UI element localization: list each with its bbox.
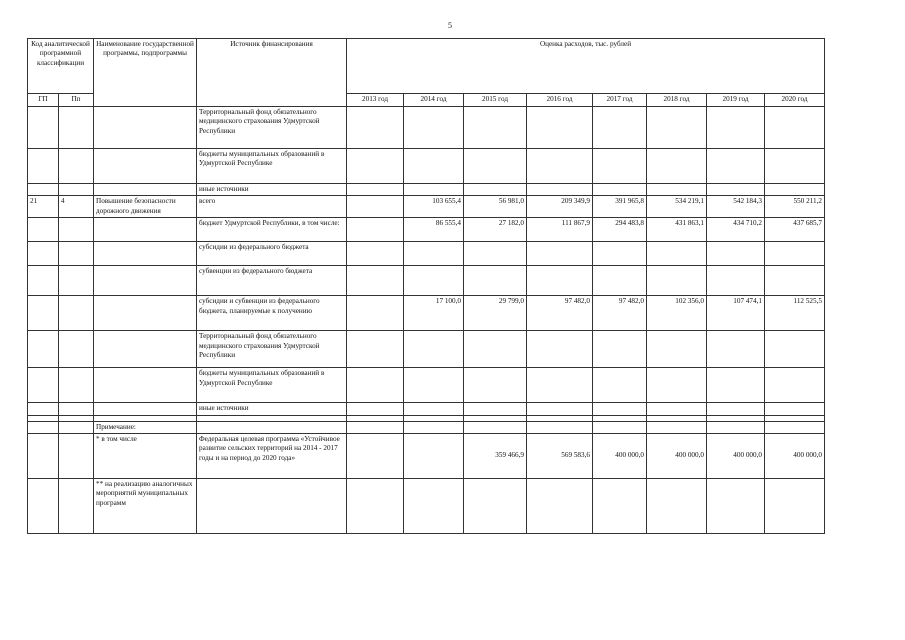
header-gp: ГП bbox=[28, 94, 59, 107]
cell-value bbox=[707, 479, 765, 534]
table-row bbox=[28, 196, 825, 218]
cell-value bbox=[527, 242, 593, 266]
cell-name: Повышение безопасности дорожного движения bbox=[94, 196, 197, 218]
cell-gp bbox=[28, 479, 59, 534]
cell-value: 111 867,9 bbox=[527, 218, 593, 242]
cell-value: 550 211,2 bbox=[765, 196, 825, 218]
cell-source: иные источники bbox=[197, 184, 347, 196]
cell-source: субвенции из федерального бюджета bbox=[197, 266, 347, 296]
cell-value bbox=[347, 149, 404, 184]
cell-value bbox=[347, 479, 404, 534]
cell-source: бюджеты муниципальных образований в Удмуртской Республике bbox=[197, 149, 347, 184]
cell-value bbox=[765, 479, 825, 534]
cell-value bbox=[347, 403, 404, 415]
cell-value bbox=[527, 266, 593, 296]
cell-value: 431 863,1 bbox=[647, 218, 707, 242]
cell-value bbox=[404, 149, 464, 184]
cell-value bbox=[647, 184, 707, 196]
cell-value bbox=[647, 479, 707, 534]
cell-value bbox=[464, 266, 527, 296]
table-row bbox=[28, 218, 825, 242]
cell-value bbox=[707, 242, 765, 266]
cell-gp bbox=[28, 149, 59, 184]
page-number: 5 bbox=[448, 21, 452, 30]
cell-value bbox=[707, 368, 765, 403]
expense-estimate-table bbox=[27, 38, 825, 534]
cell-value bbox=[593, 149, 647, 184]
cell-value bbox=[404, 368, 464, 403]
cell-value bbox=[593, 242, 647, 266]
cell-value bbox=[464, 368, 527, 403]
header-year: 2018 год bbox=[647, 94, 707, 107]
cell-name bbox=[94, 368, 197, 403]
cell-value bbox=[647, 242, 707, 266]
cell-value bbox=[647, 266, 707, 296]
header-pp: Пп bbox=[59, 94, 94, 107]
header-estimate: Оценка расходов, тыс. рублей bbox=[347, 39, 825, 94]
cell-value: 400 000,0 bbox=[707, 434, 765, 479]
cell-value bbox=[527, 184, 593, 196]
cell-value: 391 965,8 bbox=[593, 196, 647, 218]
cell-value bbox=[464, 331, 527, 368]
header-year: 2020 год bbox=[765, 94, 825, 107]
cell-value bbox=[464, 184, 527, 196]
cell-value: 102 356,0 bbox=[647, 296, 707, 331]
cell-source bbox=[197, 421, 347, 433]
table-row bbox=[28, 149, 825, 184]
cell-value bbox=[347, 331, 404, 368]
cell-value: 359 466,9 bbox=[464, 434, 527, 479]
cell-value bbox=[765, 242, 825, 266]
cell-value bbox=[464, 242, 527, 266]
cell-gp bbox=[28, 403, 59, 415]
cell-value bbox=[347, 107, 404, 149]
cell-value: 294 483,8 bbox=[593, 218, 647, 242]
cell-value: 400 000,0 bbox=[647, 434, 707, 479]
cell-gp bbox=[28, 421, 59, 433]
cell-gp bbox=[28, 242, 59, 266]
cell-value bbox=[707, 403, 765, 415]
cell-pp bbox=[59, 149, 94, 184]
cell-value bbox=[404, 331, 464, 368]
cell-value bbox=[347, 421, 404, 433]
cell-value bbox=[765, 368, 825, 403]
cell-gp bbox=[28, 107, 59, 149]
cell-name bbox=[94, 403, 197, 415]
cell-value bbox=[347, 266, 404, 296]
cell-value bbox=[765, 266, 825, 296]
cell-name bbox=[94, 331, 197, 368]
cell-name bbox=[94, 218, 197, 242]
cell-source: Территориальный фонд обязательного медицинского страхования Удмуртской Республики bbox=[197, 107, 347, 149]
cell-value bbox=[765, 331, 825, 368]
table-row bbox=[28, 296, 825, 331]
cell-source: субсидии и субвенции из федерального бюджета, планируемые к получению bbox=[197, 296, 347, 331]
cell-value bbox=[593, 107, 647, 149]
cell-value bbox=[647, 421, 707, 433]
cell-value: 112 525,5 bbox=[765, 296, 825, 331]
table-row bbox=[28, 331, 825, 368]
cell-value bbox=[464, 421, 527, 433]
cell-value bbox=[404, 266, 464, 296]
cell-value: 27 182,0 bbox=[464, 218, 527, 242]
cell-name bbox=[94, 149, 197, 184]
cell-value bbox=[707, 107, 765, 149]
cell-value: 86 555,4 bbox=[404, 218, 464, 242]
table-row bbox=[28, 184, 825, 196]
cell-value: 437 685,7 bbox=[765, 218, 825, 242]
cell-value bbox=[347, 218, 404, 242]
cell-value bbox=[593, 421, 647, 433]
cell-value bbox=[527, 421, 593, 433]
cell-value bbox=[404, 242, 464, 266]
cell-value bbox=[647, 403, 707, 415]
cell-value bbox=[527, 149, 593, 184]
cell-pp bbox=[59, 242, 94, 266]
cell-gp bbox=[28, 434, 59, 479]
cell-value bbox=[765, 107, 825, 149]
cell-value bbox=[464, 107, 527, 149]
cell-value bbox=[347, 434, 404, 479]
cell-value bbox=[765, 403, 825, 415]
cell-source: иные источники bbox=[197, 403, 347, 415]
cell-value: 97 482,0 bbox=[593, 296, 647, 331]
cell-value bbox=[347, 242, 404, 266]
cell-value: 209 349,9 bbox=[527, 196, 593, 218]
cell-pp: 4 bbox=[59, 196, 94, 218]
cell-pp bbox=[59, 266, 94, 296]
cell-name bbox=[94, 242, 197, 266]
table-row bbox=[28, 242, 825, 266]
cell-value bbox=[593, 368, 647, 403]
cell-value bbox=[464, 479, 527, 534]
cell-source: Территориальный фонд обязательного медицинского страхования Удмуртской Республики bbox=[197, 331, 347, 368]
cell-value bbox=[593, 184, 647, 196]
cell-pp bbox=[59, 331, 94, 368]
header-year: 2019 год bbox=[707, 94, 765, 107]
cell-pp bbox=[59, 479, 94, 534]
cell-value bbox=[347, 368, 404, 403]
table-row bbox=[28, 107, 825, 149]
cell-source bbox=[197, 479, 347, 534]
table-row bbox=[28, 266, 825, 296]
cell-name bbox=[94, 107, 197, 149]
cell-value: 400 000,0 bbox=[765, 434, 825, 479]
header-code: Код аналитической программной классификации bbox=[28, 39, 94, 94]
cell-value bbox=[765, 149, 825, 184]
cell-name: ** на реализацию аналогичных мероприятий муниципальных программ bbox=[94, 479, 197, 534]
cell-gp bbox=[28, 218, 59, 242]
table-row bbox=[28, 368, 825, 403]
cell-source: субсидии из федерального бюджета bbox=[197, 242, 347, 266]
cell-value bbox=[404, 403, 464, 415]
cell-pp bbox=[59, 434, 94, 479]
table-row bbox=[28, 421, 825, 433]
cell-value bbox=[593, 479, 647, 534]
cell-name: Примечание: bbox=[94, 421, 197, 433]
cell-pp bbox=[59, 421, 94, 433]
cell-value bbox=[347, 184, 404, 196]
table-row bbox=[28, 403, 825, 415]
cell-gp bbox=[28, 296, 59, 331]
table-row bbox=[28, 434, 825, 479]
cell-pp bbox=[59, 184, 94, 196]
cell-pp bbox=[59, 368, 94, 403]
header-name: Наименование государственной программы, подпрограммы bbox=[94, 39, 197, 107]
cell-value bbox=[464, 149, 527, 184]
cell-value bbox=[707, 149, 765, 184]
cell-value: 400 000,0 bbox=[593, 434, 647, 479]
cell-value bbox=[527, 368, 593, 403]
cell-value: 107 474,1 bbox=[707, 296, 765, 331]
cell-value: 17 100,0 bbox=[404, 296, 464, 331]
cell-value bbox=[707, 421, 765, 433]
cell-value: 542 184,3 bbox=[707, 196, 765, 218]
cell-value bbox=[593, 266, 647, 296]
cell-source: Федеральная целевая программа «Устойчивое развитие сельских территорий на 2014 - 2017 годы и на период до 2020 года» bbox=[197, 434, 347, 479]
cell-value: 569 583,6 bbox=[527, 434, 593, 479]
cell-value bbox=[765, 421, 825, 433]
cell-source: бюджеты муниципальных образований в Удмуртской Республике bbox=[197, 368, 347, 403]
cell-value bbox=[527, 479, 593, 534]
cell-source: бюджет Удмуртской Республики, в том числе: bbox=[197, 218, 347, 242]
cell-value bbox=[404, 421, 464, 433]
cell-value bbox=[404, 184, 464, 196]
cell-gp: 21 bbox=[28, 196, 59, 218]
cell-value bbox=[464, 403, 527, 415]
cell-value: 97 482,0 bbox=[527, 296, 593, 331]
cell-pp bbox=[59, 218, 94, 242]
header-source: Источник финансирования bbox=[197, 39, 347, 107]
cell-name bbox=[94, 184, 197, 196]
cell-gp bbox=[28, 266, 59, 296]
cell-value: 534 219,1 bbox=[647, 196, 707, 218]
cell-gp bbox=[28, 331, 59, 368]
cell-value bbox=[404, 107, 464, 149]
cell-value bbox=[527, 331, 593, 368]
header-year: 2017 год bbox=[593, 94, 647, 107]
cell-value bbox=[527, 403, 593, 415]
cell-value bbox=[647, 368, 707, 403]
cell-value: 103 655,4 bbox=[404, 196, 464, 218]
table-row bbox=[28, 479, 825, 534]
cell-value bbox=[593, 403, 647, 415]
header-year: 2013 год bbox=[347, 94, 404, 107]
cell-value: 29 799,0 bbox=[464, 296, 527, 331]
cell-value bbox=[404, 434, 464, 479]
cell-value bbox=[647, 331, 707, 368]
cell-value bbox=[404, 479, 464, 534]
cell-name bbox=[94, 296, 197, 331]
header-year: 2014 год bbox=[404, 94, 464, 107]
header-year: 2015 год bbox=[464, 94, 527, 107]
cell-value bbox=[765, 184, 825, 196]
cell-pp bbox=[59, 107, 94, 149]
cell-gp bbox=[28, 368, 59, 403]
cell-value: 56 981,0 bbox=[464, 196, 527, 218]
cell-value bbox=[707, 184, 765, 196]
cell-value bbox=[647, 107, 707, 149]
cell-value bbox=[527, 107, 593, 149]
header-year: 2016 год bbox=[527, 94, 593, 107]
cell-value: 434 710,2 bbox=[707, 218, 765, 242]
cell-source: всего bbox=[197, 196, 347, 218]
cell-value bbox=[347, 196, 404, 218]
cell-value bbox=[593, 331, 647, 368]
cell-value bbox=[707, 331, 765, 368]
cell-name bbox=[94, 266, 197, 296]
cell-gp bbox=[28, 184, 59, 196]
cell-value bbox=[647, 149, 707, 184]
cell-name: * в том числе bbox=[94, 434, 197, 479]
cell-value bbox=[347, 296, 404, 331]
cell-pp bbox=[59, 403, 94, 415]
cell-pp bbox=[59, 296, 94, 331]
cell-value bbox=[707, 266, 765, 296]
